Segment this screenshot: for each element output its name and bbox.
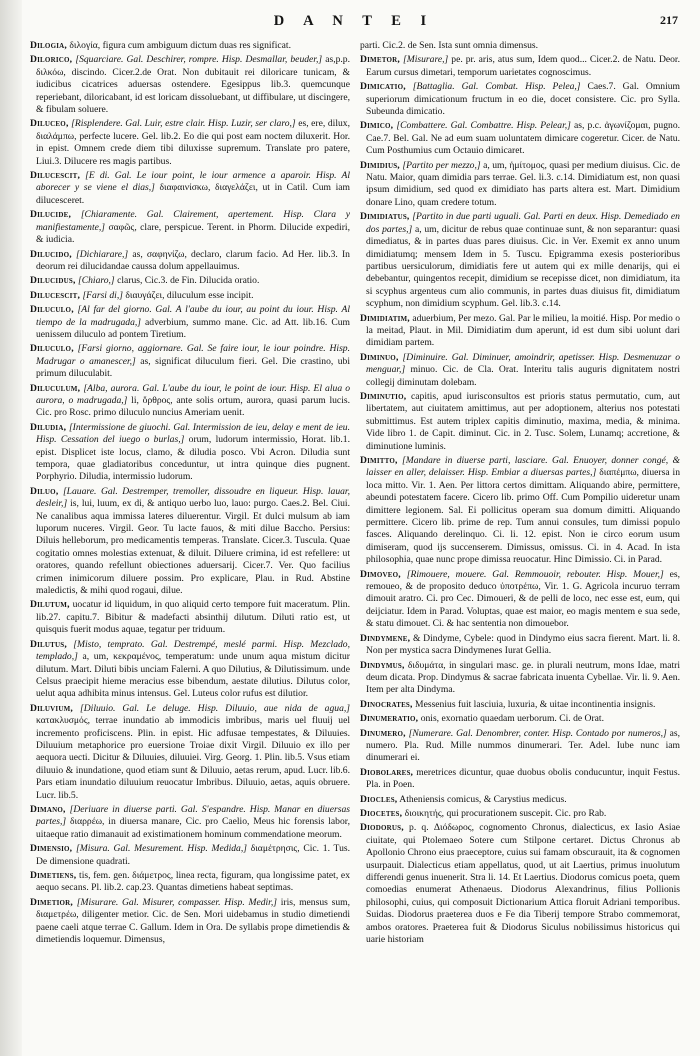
entry-headword: Dinocrates, [360, 698, 413, 710]
dictionary-entry [30, 870, 350, 895]
entry-headword: Dinumero, [360, 727, 406, 739]
dictionary-entry [30, 54, 350, 116]
dictionary-entry [30, 40, 350, 52]
entry-headword: Diluvium, [30, 702, 74, 714]
dictionary-entry [30, 118, 350, 168]
entry-vernacular: [Farsi di,] [82, 289, 123, 301]
entry-headword: Dinumeratio, [360, 713, 419, 725]
entry-body: aduerbium, Per mezo. Gal. Par le milieu, la moitié. Hisp. Por medio o la meitad, Plaut. in Mil. Dimidiatim dum aperunt, id est dum sibi uolunt dari dimidiam partem. [366, 312, 680, 349]
entry-headword: Dilutus, [30, 638, 67, 650]
entry-headword: Diluculo, [30, 304, 74, 316]
entry-headword: Diobolares, [360, 766, 414, 778]
entry-headword: Dimetor, [360, 54, 400, 66]
entry-vernacular: [Diluuio. Gal. Le deluge. Hisp. Diluuio, aue nida de agua,] [80, 702, 350, 714]
dictionary-entry [30, 897, 350, 947]
dictionary-entry [30, 290, 350, 302]
dictionary-entry [30, 599, 350, 636]
entry-body: minuo. Cic. de Cla. Orat. Interitu talis auguris dignitatem nostri collegij diminutam dolebam. [366, 364, 680, 388]
dictionary-entry [360, 160, 680, 210]
entry-vernacular: [Partito per mezzo,] [402, 159, 481, 171]
entry-body: p. q. Διόδωρος, cognomento Chronus, dialecticus, ex Iasio Asiae ciuitate, qui Ptolemaeo Sotere cum Stilpone certaret. Dictus Chronus ab Apollonio Chrono eius praeceptore, cuius sui famam obscurauit, ita & cognomen usurpauit. Dialecticus etiam appellatus, quod, ut ait Laertius, primus inuolutum differendi genus inuenerit. Stra li. 14. Et Laertius. Diodorus comicus poeta, quem comoedias enumerat Athenaeus. Diodorus Alexandrinus, filius Pollionis philosophi, cuius, qui composuit Dictionarium Attica floruit Adriani temporibus. Suidas. Diodorus praeterea duos e Fe dia Tiberij tempore Strabo commemorat, ambos oratores. Praeterea fuit & Diodorus Siculus nobilissimus historicus qui uarie historiam [366, 822, 680, 946]
entry-body: σαφῶς, clare, perspicue. Terent. in Phorm. Dilucide expediri, & iudicia. [36, 221, 350, 246]
entry-body: is, lui, luum, ex di, & antiquo uerbo luo, lauo: purgo. Caes.2. Bel. Ciui. Ne canalibus aqua immissa lateres diluerentur. Virgil. Et dulci mulsum ab iam luporum nuceres. Virgil. Geor. Tu lacte fauos, & miti dilue Baccho. Persius: Diluis helleborum, pro medicamentis temperas. Translate. Cicer.3. Tuscula. Quae cogitatio omnes molestias extenuat, & diluit. Diluere crimina, id est refellere: ut oratores, quando refellunt obiectiones aduersarij. Cicer.7. Ver. Quo facilius crimen inimicorum diluere possim. Pro explicare, Plau. in Rud. Abstine maledictis, & mihi quod rogaui, dilue. [36, 498, 350, 597]
entry-vernacular: [Combattere. Gal. Combattre. Hisp. Pelear,] [396, 120, 571, 132]
entry-body: διαφαινίσκω, διαγελάζει, ut in Catil. Cum iam dilucesceret. [36, 182, 350, 206]
entry-body: as, p.c. ἀγωνίζομαι, pugno. Cae.7. Bel. Gal. Ne ad eum suam uoluntatem dimicare cogeretur. Cicer. de Natu. Cum Posthumius cum Octauio dimicaret. [366, 120, 680, 157]
entry-body: a, um, ἡμίτομος, quasi per medium diuisus. Cic. de Natu. Maior, quam dimidia pars terrae. Gel. li.3. c.14. Dimidiatum est, non quasi ipsum dimidium, sed quod ex dimidiato has parts altera est. Mart. Dimidium donare Lino, quam credere totum. [366, 159, 680, 208]
entry-body: διαυγάζει, diluculum esse incipit. [125, 289, 254, 301]
entry-headword: Dilucidus, [30, 275, 76, 287]
entry-vernacular: [Partito in due parti uguali. Gal. Parti en deux. Hisp. Demediado en dos partes,] [366, 211, 680, 235]
entry-vernacular: [E di. Gal. Le iour point, le iour armence a aparoir. Hisp. Al aborecer y se viene el dias,] [36, 170, 350, 194]
dictionary-entry [30, 804, 350, 841]
dictionary-entry [30, 843, 350, 868]
entry-vernacular: [Rimouere, mouere. Gal. Remmouoir, rebouter. Hisp. Mouer,] [406, 568, 664, 580]
right-column [360, 40, 680, 1048]
entry-headword: Dindymene, [360, 632, 411, 644]
entry-headword: Diocles, [360, 793, 398, 805]
entry-headword: Dilorico, [30, 54, 73, 66]
dictionary-entry [360, 54, 680, 79]
entry-headword: Dimidius, [360, 159, 400, 171]
dictionary-entry [360, 660, 680, 697]
entry-headword: Dilucido, [30, 248, 72, 260]
dictionary-entry [360, 713, 680, 725]
entry-headword: Diminutio, [360, 390, 407, 402]
entry-body: διδυμάτα, in singulari masc. ge. in plurali neutrum, mons Idae, matri deum dicata. Prop. Dindymus & sacrae fabricata inuenta Cybellae. Vir. li. 9. Aen. Item per alta Dindyma. [366, 659, 680, 696]
entry-headword: Dindymus, [360, 659, 405, 671]
entry-headword: Dimico, [360, 120, 394, 132]
entry-headword: Diludia, [30, 421, 67, 433]
dictionary-entry [30, 170, 350, 207]
dictionary-entry [360, 822, 680, 946]
dictionary-entry [360, 808, 680, 820]
dictionary-entry [360, 569, 680, 631]
entry-body: as, σαφηνίζω, declaro, clarum facio. Ad Her. lib.3. In deorum rei dilucidandae caussa dolum appellauimus. [36, 248, 350, 272]
entry-body: clarus, Cic.3. de Fin. Dilucida oratio. [117, 275, 260, 287]
entry-vernacular: [Deriuare in diuerse parti. Gal. S'espandre. Hisp. Manar en diuersas partes,] [36, 803, 350, 828]
entry-headword: Diluculum, [30, 382, 81, 394]
entry-vernacular: [Misto, temprato. Gal. Destrempé, meslé parmi. Hisp. Mezclado, templado,] [36, 638, 350, 663]
entry-body: Messenius fuit lasciuia, luxuria, & uitae incontinentia insignis. [415, 698, 656, 710]
entry-vernacular: [Intermissione de giuochi. Gal. Intermission de ieu, delay e ment de ieu. Hisp. Cessation del iuego o burlas,] [36, 421, 350, 446]
entry-body: pe. pr. aris, atus sum, Idem quod... Cicer.2. de Natu. Deor. Earum cursus dimetari, temporum uarietates cognoscimus. [366, 54, 680, 78]
entry-headword: Diodorus, [360, 822, 404, 834]
dictionary-entry [360, 211, 680, 310]
entry-body: διαρρέω, in diuersa manare, Cic. pro Caelio, Meus hic forensis labor, uitaeque ratio dimanauit ad existimationem hominum commendatione meorum. [36, 816, 350, 840]
entry-headword: Diminuo, [360, 351, 399, 363]
entry-headword: Diluculo, [30, 343, 74, 355]
dictionary-entry [30, 422, 350, 484]
entry-headword: Diocetes, [360, 807, 403, 819]
dictionary-entry [30, 639, 350, 701]
entry-vernacular: [Diminuire. Gal. Diminuer, amoindrir, apetisser. Hisp. Desmenuzar o menguar,] [366, 351, 680, 376]
entry-vernacular: [Misurare,] [403, 54, 449, 66]
dictionary-entry [360, 767, 680, 792]
entry-vernacular: [Chiaramente. Gal. Clairement, apertement. Hisp. Clara y manifiestamente,] [36, 209, 350, 233]
entry-body: as,p.p. διλκόω, discindo. Cicer.2.de Orat. Non dubitauit rei diloricare tunicam, & iudicibus cicatrices aduersas ostendere. Egesippus lib.3. quemcunque reperiebant, diloricabant, id est loricam dissoluebant, ut diffibulare, ut discingere, & fibulam soluere. [36, 54, 350, 116]
entry-body: διοικητής, qui procurationem suscepit. Cic. pro Rab. [404, 807, 607, 819]
text-columns [30, 40, 680, 1048]
entry-vernacular: [Misurare. Gal. Misurer, compasser. Hisp. Medir,] [76, 896, 277, 908]
entry-headword: Dimetiens, [30, 870, 77, 881]
entry-headword: Dimitto, [360, 455, 398, 466]
entry-body: διαμέτρησις, Cic. 1. Tus. De dimensione quadrati. [36, 843, 350, 867]
entry-vernacular: [Chiaro,] [77, 275, 115, 287]
entry-body: διλογία, figura cum ambiguum dictum duas res significat. [69, 40, 291, 51]
entry-vernacular: [Squarciare. Gal. Deschirer, rompre. Hisp. Desmallar, beuder,] [75, 54, 323, 66]
entry-headword: Dilogia, [30, 40, 67, 51]
dictionary-entry [360, 633, 680, 658]
entry-body: Caes.7. Gal. Omnium superiorum dimicationum fructum in eo die, docet consistere. Cic. pro Sylla. Subeunda dimicatio. [366, 81, 680, 118]
dictionary-entry [360, 794, 680, 806]
running-head: D A N T E I [273, 13, 435, 29]
entry-body: capitis, apud iurisconsultos est prioris status permutatio, cum, aut libertatem, aut ciuitatem amittimus, aut per adoptionem, alterius nos potestati submittimus. Est autem triplex capitis diminutio, maxima, media, & minima. Vide libro 1. de Capit. diminut. Cic. in 2. Tusc. Solem, Lunamq; accretione, & diminutione luminis. [366, 390, 680, 452]
page-header [30, 13, 678, 33]
dictionary-entry [360, 728, 680, 765]
entry-headword: Dimensio, [30, 843, 73, 855]
entry-body: es, ere, dilux, διαλάμπω, perfecte lucere. Gel. lib.2. Eo die qui post eam noctem diluxerit. Hor. in epist. Omnem crede diem tibi diluxisse supremum. Translate pro patere, Liui.3. Dilucere res magis partibus. [36, 118, 350, 167]
entry-headword: Dimidiatus, [360, 211, 410, 223]
entry-body: as, significat diluculum fieri. Gel. Die crastino, ubi primum diluculabit. [36, 355, 350, 380]
entry-body: διαπέμπω, diuersa in loca mitto. Vir. 1. Aen. Per littora certos dimittam. Aliquando abire, permittere, abeundi potestatem facere. Cicero lib. primo Off. Cum Pompilio uideretur unam dimittere legionem. Sal. Ei pollicitus operam sua domum dimitti. Aliquando permittere. Cicero lib. prime de rep. Tum annui consules, tum dimissi populo fasces. Aliquando derelinquo. Ci. li. 12. epist. Non ie circo eorum usum dimiseram, quod ijs succenserem. Dimissus, omissus. Ci. in 4. Acad. In ista philosophia, quae nunc prope dimissa reuocatur. Hinc Dimissio. Ci. in Parad. [366, 467, 680, 566]
entry-body: as, numero. Pla. Rud. Mille nummos dinumerari. Ter. Adel. Iube nunc iam dinumerari ei. [366, 727, 680, 764]
entry-body: meretrices dicuntur, quae duobus obolis conducuntur, inquit Festus. Pla. in Poen. [366, 766, 680, 791]
entry-body: uocatur id liquidum, in quo aliquid certo tempore fuit maceratum. Plin. lib.27. capitu.7. Bibitur & madefacti absinthij dilutum. Diluti ratio est, ut quisquis fuerit modus aquae, tegatur per triduum. [36, 599, 350, 636]
dictionary-entry [360, 81, 680, 118]
entry-headword: Dimicatio, [360, 81, 406, 93]
dictionary-entry [30, 486, 350, 598]
dictionary-entry [360, 313, 680, 350]
entry-vernacular: [Battaglia. Gal. Combat. Hisp. Pelea,] [412, 81, 581, 93]
entry-headword: Dimidiatim, [360, 312, 410, 324]
dictionary-entry [30, 343, 350, 380]
dictionary-entry [30, 249, 350, 274]
entry-body: onis, exornatio quaedam uerborum. Ci. de Orat. [420, 713, 604, 725]
entry-body: & Dindyme, Cybele: quod in Dindymo eius sacra fierent. Mart. li. 8. Non per mystica sacra Dindymenes Iurat Gellia. [366, 632, 680, 657]
entry-body: Atheniensis comicus, & Carystius medicus. [399, 793, 567, 805]
entry-vernacular: [Alba, aurora. Gal. L'aube du iour, le point de iour. Hisp. El alua o aurora, o madrugada,] [36, 382, 350, 406]
entry-vernacular: [Risplendere. Gal. Luir, estre clair. Hisp. Luzir, ser claro,] [71, 118, 296, 130]
entry-headword: Dimoveo, [360, 568, 401, 580]
entry-headword: Diluo, [30, 485, 59, 497]
entry-headword: Dimano, [30, 803, 66, 815]
entry-headword: Dilucescit, [30, 170, 81, 182]
entry-vernacular: [Farsi giorno, aggiornare. Gal. Se faire iour, le iour poindre. Hisp. Madrugar o amanescer,] [36, 343, 350, 367]
dictionary-entry [30, 209, 350, 246]
entry-vernacular: [Dichiarare,] [76, 248, 129, 260]
dictionary-entry [360, 352, 680, 389]
entry-headword: Dilutum, [30, 599, 70, 611]
entry-body: iris, mensus sum, διαμετρέω, diligenter metior. Cic. de Sen. Mori uidebamus in studio dimetiendi paene caeli atque terrae C. Gallum. Idem in Ora. De syllabis prope dimetiendis & dimetiendis loquemur. Dimensus, [36, 896, 350, 946]
entry-vernacular: [Al far del giorno. Gal. A l'aube du iour, au point du iour. Hisp. Al tiempo de la madrugada,] [36, 304, 350, 328]
entry-vernacular: [Lauare. Gal. Destremper, tremoller, dissoudre en liqueur. Hisp. lauar, desleir,] [36, 485, 350, 510]
dictionary-entry [30, 304, 350, 341]
dictionary-entry [360, 699, 680, 711]
entry-body: κατακλυσμός, terrae inundatio ab immodicis imbribus, maris uel fluuij uel incremento proficiscens. Plin. in epist. Hic adfusae tempestates, & Diluuies. Diluuium metaphorice pro euersione Troiae dixit Virgil. Diluuio ex illo per aequora uecti. Dicitur & Diluuies, diluuiei. Virg. Georg. 1. Plin. lib.5. Vsus etiam diluuio & inundatione, quod etiam sunt & Diluuio, aetas rerum, apud. Lucr. lib.6. Pars etiam inundatio diluuium reuocatur Imbribus. Diluuio, aetas, aquis obruere. Lucr. lib.5. [36, 715, 350, 801]
dictionary-entry [30, 383, 350, 420]
page-number: 217 [660, 13, 678, 27]
entry-headword: Dilucide, [30, 209, 72, 221]
entry-body: tis, fem. gen. διάμετρος, linea recta, figuram, qua longissime patet, ex aequo secans. Pl. lib.2. cap.23. Quantas dimetiens habeat septimas. [36, 870, 350, 894]
entry-vernacular: [Misura. Gal. Mesurement. Hisp. Medida,] [75, 843, 247, 855]
entry-vernacular: [Numerare. Gal. Denombrer, conter. Hisp. Contado por numeros,] [408, 727, 667, 739]
dictionary-entry [360, 40, 680, 52]
entry-body: parti. Cic.2. de Sen. Ista sunt omnia dimensus. [360, 40, 538, 51]
dictionary-entry [30, 275, 350, 287]
entry-headword: Dilucescit, [30, 289, 81, 301]
entry-body: orum, ludorum intermissio, Horat. lib.1. epist. Displicet iste locus, clamo, & diludia posco. Vbi Acron. Diludia sunt tempora, quae gladiatoribus conceduntur, ut intra quinque dies pugnent. Porphyrio. Diludia, intermissio ludorum. [36, 434, 350, 483]
entry-body: a, um, κεκραμένος, temperatum: unde unum aqua mistum dicitur dilutum. Mart. Diluti bibis unciam Falerni. A quo Dilutius, & Dilutissimum. unde Celsus praecipit hieme meracius esse bibendum, aestate dilutius. Dilutus color, uelut aqua adhibita minus intensus. Gel. Luteus color rufus est dilutior. [36, 651, 350, 700]
entry-headword: Diluceo, [30, 118, 69, 130]
dictionary-entry [360, 391, 680, 453]
dictionary-entry [30, 703, 350, 802]
entry-body: es, remoueo, & de proposito deduco ὑποτρέπω, Vir. 1. G. Agricola incuruo terram dimouit aratro. Ci. pro Cec. Dimoueri, & de pelli de loco, nec esse est, eum, qui deijciatur. Idem in Parad. Voluptas, quae est maior, eo magis mentem e sua sede, & statu dimouet. Ci. & hac sententia non dimouebor. [366, 568, 680, 630]
left-column [30, 40, 350, 1048]
dictionary-entry [360, 120, 680, 157]
dictionary-entry [360, 455, 680, 567]
entry-vernacular: [Mandare in diuerse parti, lasciare. Gal. Enuoyer, donner congé, & laisser en aller, delaisser. Hisp. Embiar a diuersas partes,] [366, 455, 680, 479]
entry-body: a, um, dicitur de rebus quae continuae sunt, & non separantur: quasi dimediatus, & in partes duas pares diuisus. Cic. in Ver. Exemit ex anno unum dimidiatumq; mensem Idem in 5. Tuscu. Epigramma exesis posterioribus partibus uersiculorum, dimidiatis fere ut autem qui ex mille denarijs, qui ei debebantur, quingentos recepit, dimidium se recepisse dicet, non dimidiatum, ita si scyphus argenteus cum alio communis, in partes duas diuisus fit, dimidiatum scyphum, non dimidium scyphum. Gel. lib.3. c.14. [366, 223, 680, 310]
entry-headword: Dimetior, [30, 896, 74, 908]
entry-body: li, ὄρθρος, ante solis ortum, aurora, quasi parum lucis. Cic. pro Rosc. primo diluculo nuncius Ameriam uenit. [36, 394, 350, 419]
entry-body: adverbium, summo mane. Cic. ad Att. lib.16. Cum uenissem diluculo ad pontem Tiretium. [36, 316, 350, 340]
